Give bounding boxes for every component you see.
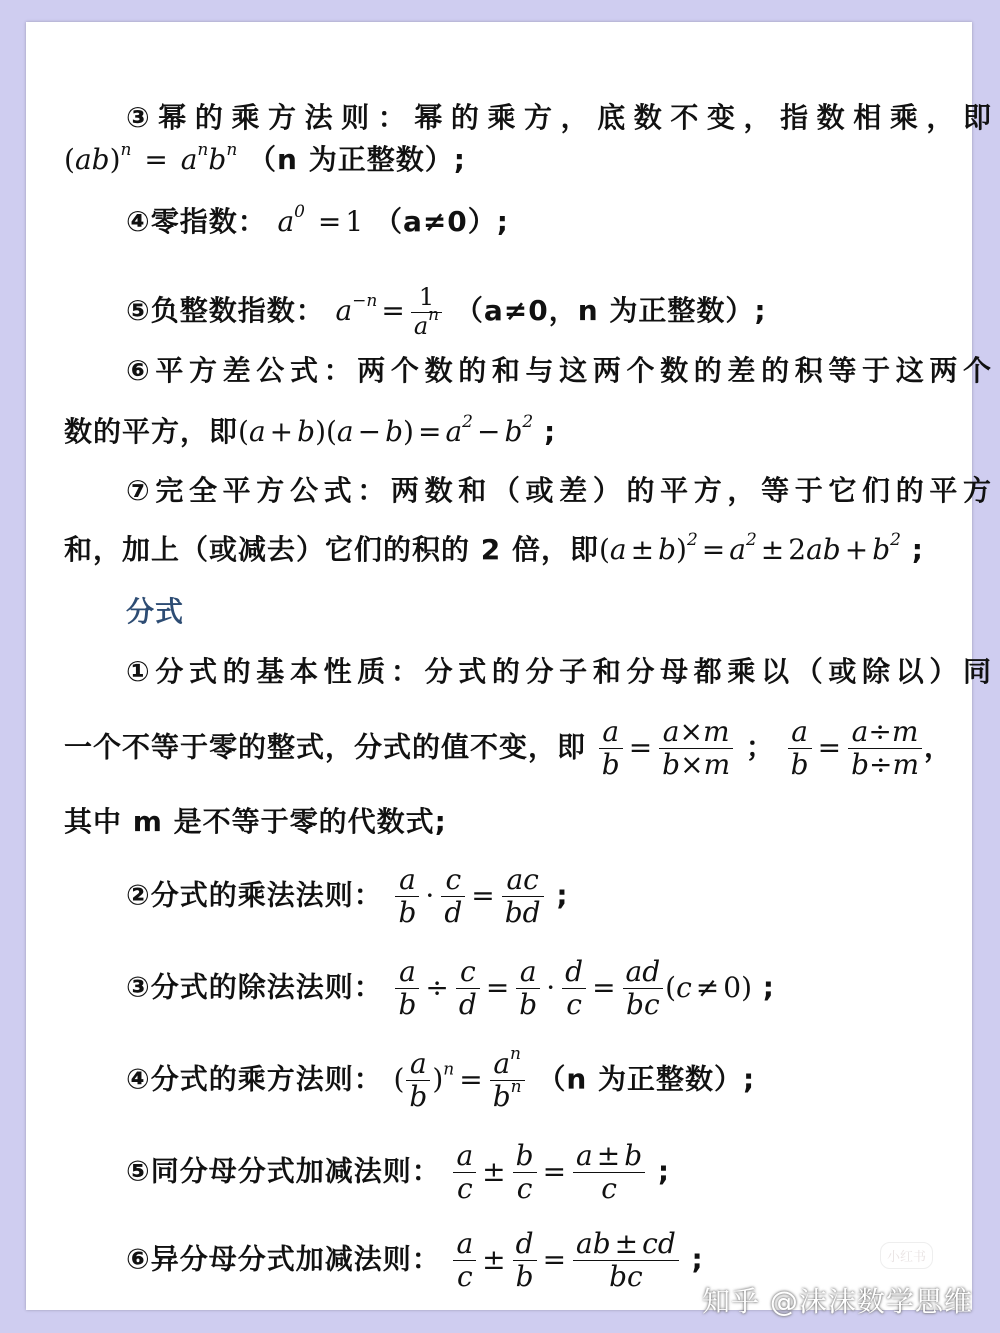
text: （a≠0，n 为正整数）; [454, 294, 767, 328]
fraction: $\frac{d}{c}$ [562, 956, 586, 1021]
text: ; [762, 970, 775, 1004]
text: ; [543, 415, 557, 448]
text: ; [657, 1154, 671, 1188]
fraction: $\frac{a^n}{b^n}$ [490, 1048, 525, 1113]
text: ； [745, 730, 775, 764]
text: ; [691, 1242, 704, 1276]
text: ⑤同分母分式加减法则： [126, 1154, 441, 1188]
fraction: $\frac{a\times m}{b\times m}$ [659, 716, 733, 781]
text: ; [556, 878, 569, 912]
text: 其中 m 是不等于零的代数式; [64, 805, 447, 838]
fraction-note-line [64, 805, 1000, 838]
text: （a≠0）; [373, 205, 509, 238]
fraction: $\frac{a}{b}$ [395, 864, 419, 929]
fraction: $\frac{c}{d}$ [456, 956, 480, 1021]
perfect-square-formula-line [64, 530, 1000, 566]
fraction: $\frac{a\div m}{b\div m}$ [848, 716, 922, 781]
fraction: $\frac{a}{b}$ [599, 716, 623, 781]
product-power-formula-line [64, 140, 1000, 176]
text: 数的平方，即 [64, 415, 239, 448]
text: ④零指数： [126, 205, 267, 238]
text: ， [924, 730, 954, 764]
zero-exponent-line [126, 202, 1000, 238]
watermark-text: 知乎 @沫沫数学思维 [702, 1285, 973, 1318]
fraction-basic-property-formula-line: 一个不等于零的整式，分式的值不变，即 $\frac{a}{b}$ = $\frac{a\times m}{b\times m}$ ； $\frac{a}{b}$ = $\frac{a\div m}{b\div m}$ ， [64, 715, 954, 782]
difference-of-squares-line [126, 354, 992, 387]
formula-product-power: $(ab)^n = a^nb^n$ [64, 140, 238, 176]
text: ③分式的除法法则： [126, 970, 383, 1004]
formula-difference-of-squares: $(a + b)(a - b) = a^2 - b^2$ [238, 412, 534, 448]
fraction: $\frac{c}{d}$ [441, 864, 465, 929]
different-denominator-addition-line: ⑥异分母分式加减法则： $\frac{a}{c}$ ± $\frac{d}{b}$ = $\frac{ab \pm cd}{bc}$ ; [126, 1227, 704, 1294]
text: ③幂的乘方法则：幂的乘方，底数不变，指数相乘，即 [126, 101, 992, 134]
formula-negative-exponent: $a^{-n}$ = [335, 291, 405, 328]
text: ⑥平方差公式：两个数的和与这两个数的差的积等于这两个 [126, 354, 992, 387]
text: 和，加上（或减去）它们的积的 2 倍，即 [64, 533, 599, 566]
fraction: $\frac{a}{b}$ [516, 956, 540, 1021]
fraction-multiplication-line: ②分式的乘法法则： $\frac{a}{b}$ · $\frac{c}{d}$ = $\frac{ac}{bd}$ ; [126, 863, 569, 930]
text: ②分式的乘法法则： [126, 878, 383, 912]
fraction: $\frac{a}{b}$ [788, 716, 812, 781]
difference-of-squares-formula-line [64, 412, 1000, 448]
text: （n 为正整数）; [248, 143, 466, 176]
fraction-division-line: ③分式的除法法则： $\frac{a}{b}$ ÷ $\frac{c}{d}$ = $\frac{a}{b}$ · $\frac{d}{c}$ = $\frac{ad}{bc}$ (c ≠ 0) ; [126, 955, 775, 1022]
text: ; [911, 533, 924, 566]
fraction: $\frac{a}{c}$ [453, 1228, 476, 1293]
perfect-square-line [126, 474, 992, 507]
text: ①分式的基本性质：分式的分子和分母都乘以（或除以）同 [126, 655, 992, 688]
section-heading-fractions [126, 595, 1000, 628]
text: ④分式的乘方法则： [126, 1062, 383, 1096]
document-page [26, 22, 992, 1310]
watermark-logo: 小红书 [880, 1242, 933, 1269]
fraction: $\frac{a}{b}$ [395, 956, 419, 1021]
text: ⑤负整数指数： [126, 294, 325, 328]
text: 分式 [126, 595, 185, 628]
formula-zero-exponent: $a^0 = 1$ [277, 202, 364, 238]
fraction: $\frac{1}{a^n}$ [411, 284, 442, 340]
fraction: $\frac{d}{b}$ [513, 1228, 537, 1293]
text: （n 为正整数）; [537, 1062, 756, 1096]
fraction: $\frac{b}{c}$ [513, 1140, 537, 1205]
power-of-power-rule-line [126, 101, 992, 134]
same-denominator-addition-line: ⑤同分母分式加减法则： $\frac{a}{c}$ ± $\frac{b}{c}$ = $\frac{a \pm b}{c}$ ; [126, 1139, 671, 1206]
fraction: $\frac{ad}{bc}$ [623, 956, 664, 1021]
fraction: $\frac{a}{c}$ [453, 1140, 476, 1205]
fraction-power-line: ④分式的乘方法则： ( $\frac{a}{b}$ )$^n$ = $\frac{a^n}{b^n}$ （n 为正整数）; [126, 1044, 756, 1114]
text: 一个不等于零的整式，分式的值不变，即 [64, 730, 587, 764]
fraction-basic-property-line [126, 655, 992, 688]
text: ⑥异分母分式加减法则： [126, 1242, 441, 1276]
formula-perfect-square: $(a \pm b)^2 = a^2 \pm 2ab + b^2$ [598, 530, 901, 566]
negative-exponent-line [126, 284, 1000, 340]
fraction: $\frac{ab \pm cd}{bc}$ [573, 1228, 679, 1293]
fraction: $\frac{a}{b}$ [406, 1048, 430, 1113]
fraction: $\frac{ac}{bd}$ [502, 864, 544, 929]
text: ⑦完全平方公式：两数和（或差）的平方，等于它们的平方 [126, 474, 992, 507]
fraction: $\frac{a \pm b}{c}$ [573, 1140, 645, 1205]
